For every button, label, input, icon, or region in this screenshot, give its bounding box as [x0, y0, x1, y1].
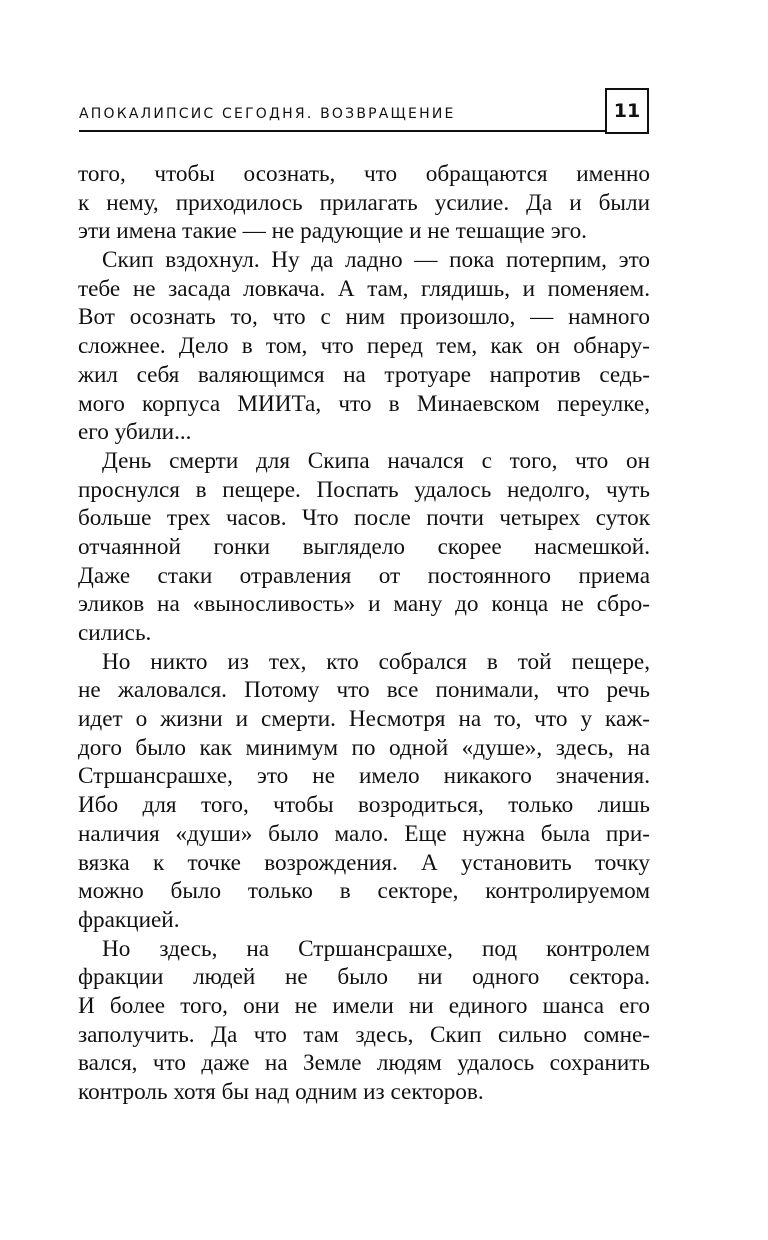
text-line: проснулся в пещере. Поспать удалось недолго, чуть	[78, 476, 650, 503]
text-line: Но никто из тех, кто собрался в той пещере,	[102, 648, 650, 675]
text-line: Вот осознать то, что с ним произошло, — намного	[78, 304, 650, 331]
body-text	[78, 160, 650, 1107]
text-line: вязка к точке возрождения. А установить точку	[78, 849, 650, 876]
text-line: Скип вздохнул. Ну да ладно — пока потерпим, это	[102, 247, 650, 274]
text-line: сились.	[78, 620, 152, 646]
text-line: можно было только в секторе, контролируемом	[78, 878, 650, 905]
text-line: фракции людей не было ни одного сектора.	[78, 964, 650, 991]
text-line: фракцией.	[78, 906, 180, 933]
text-line: контроль хотя бы над одним из секторов.	[78, 1079, 484, 1105]
text-line: тебе не засада ловкача. А там, глядишь, и поменяем.	[78, 275, 650, 302]
text-line: И более того, они не имели ни единого шанса его	[78, 992, 650, 1019]
text-line: Даже стаки отравления от постоянного приема	[78, 562, 650, 589]
header-rule	[79, 130, 606, 132]
text-line: Стршансрашхе, это не имело никакого значения.	[78, 763, 650, 790]
text-line: заполучить. Да что там здесь, Скип сильно сомне-	[78, 1021, 650, 1048]
text-line: дого было как минимум по одной «душе», здесь, на	[78, 734, 650, 761]
text-line: его убили...	[78, 419, 192, 446]
running-title: АПОКАЛИПСИС СЕГОДНЯ. ВОЗВРАЩЕНИЕ	[79, 106, 456, 122]
text-line: не жаловался. Потому что все понимали, что речь	[78, 677, 650, 704]
text-line: эликов на «выносливость» и ману до конца не сбро-	[78, 591, 650, 618]
text-line: Ибо для того, чтобы возродиться, только лишь	[78, 792, 650, 819]
page-number: 11	[605, 88, 649, 134]
text-line: того, чтобы осознать, что обращаются именно	[78, 161, 650, 187]
text-line: жил себя валяющимся на тротуаре напротив седь-	[78, 361, 650, 388]
text-line: вался, что даже на Земле людям удалось сохранить	[78, 1050, 650, 1077]
text-line: сложнее. Дело в том, что перед тем, как он обнару-	[78, 333, 650, 360]
text-line: эти имена такие — не радующие и не тешащие эго.	[78, 218, 587, 245]
text-line: наличия «души» было мало. Еще нужна была при-	[78, 820, 650, 847]
text-line: больше трех часов. Что после почти четырех суток	[78, 505, 650, 532]
text-line: Но здесь, на Стршансрашхе, под контролем	[102, 935, 650, 962]
text-line: к нему, приходилось прилагать усилие. Да и были	[78, 189, 650, 216]
text-line: мого корпуса МИИТа, что в Минаевском переулке,	[78, 390, 650, 417]
text-line: День смерти для Скипа начался с того, что он	[102, 447, 650, 474]
text-line: отчаянной гонки выглядело скорее насмешкой.	[78, 533, 650, 560]
text-line: идет о жизни и смерти. Несмотря на то, что у каж-	[78, 706, 650, 733]
